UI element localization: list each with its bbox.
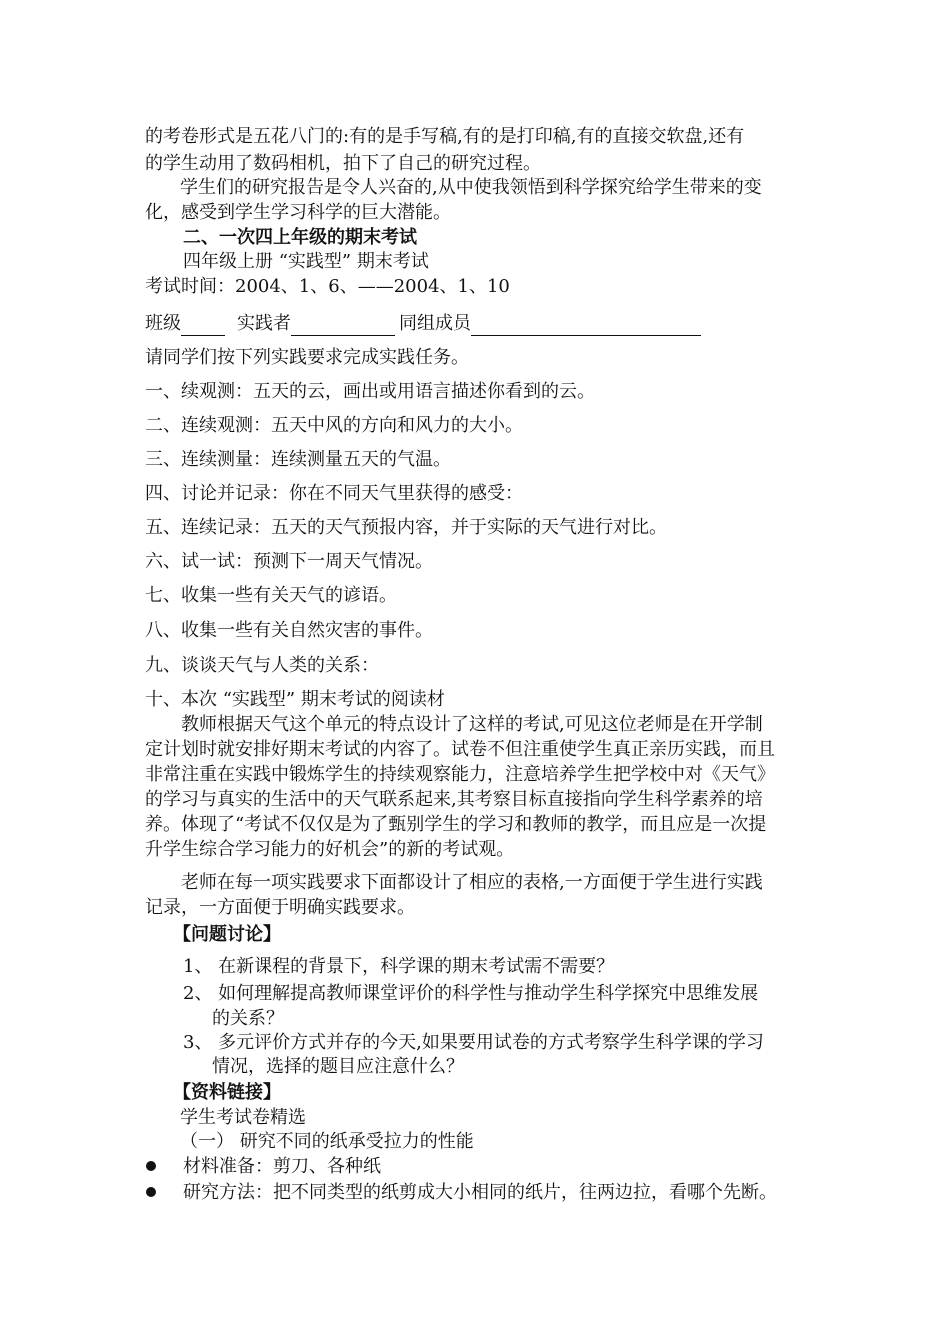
intro-paragraph-2-line-1: 学生们的研究报告是令人兴奋的,从中使我领悟到科学探究给学生带来的变 (180, 177, 762, 198)
instruction: 请同学们按下列实践要求完成实践任务。 (145, 347, 469, 368)
commentary-2-line-1: 老师在每一项实践要求下面都设计了相应的表格,一方面便于学生进行实践 (181, 872, 763, 893)
practitioner-label: 实践者 (237, 313, 291, 334)
group-members-blank (471, 315, 701, 336)
discussion-question-1: 1、 在新课程的背景下，科学课的期末考试需不需要？ (183, 956, 615, 977)
discussion-question-2-line-2: 的关系？ (212, 1008, 284, 1029)
resource-links-heading: 【资料链接】 (173, 1082, 281, 1103)
commentary-line-6: 升学生综合学习能力的好机会”的新的考试观。 (145, 839, 515, 860)
task-item-8: 八、收集一些有关自然灾害的事件。 (145, 620, 433, 641)
class-label: 班级 (145, 313, 181, 334)
discussion-question-3-line-2: 情况，选择的题目应注意什么？ (212, 1056, 464, 1077)
exam-time: 考试时间：2004、1、6、——2004、1、10 (145, 276, 510, 297)
commentary-line-2: 定计划时就安排好期末考试的内容了。试卷不但注重使学生真正亲历实践，而且 (145, 739, 775, 760)
student-info-line (145, 312, 825, 336)
task-item-3: 三、连续测量：连续测量五天的气温。 (145, 449, 451, 470)
task-item-2: 二、连续观测：五天中风的方向和风力的大小。 (145, 415, 523, 436)
commentary-line-4: 的学习与真实的生活中的天气联系起来,其考察目标直接指向学生科学素养的培 (145, 789, 763, 810)
section-heading: 二、一次四上年级的期末考试 (183, 227, 417, 248)
commentary-2-line-2: 记录，一方面便于明确实践要求。 (145, 897, 415, 918)
task-item-4: 四、讨论并记录：你在不同天气里获得的感受： (145, 483, 523, 504)
group-members-label: 同组成员 (399, 313, 471, 334)
bullet-item-materials: 材料准备：剪刀、各种纸 (183, 1156, 381, 1177)
commentary-line-3: 非常注重在实践中锻炼学生的持续观察能力，注意培养学生把学校中对《天气》 (145, 764, 775, 785)
discussion-question-3-line-1: 3、 多元评价方式并存的今天,如果要用试卷的方式考察学生科学课的学习 (183, 1032, 764, 1053)
task-item-5: 五、连续记录：五天的天气预报内容，并于实际的天气进行对比。 (145, 517, 667, 538)
task-item-10: 十、本次 “实践型” 期末考试的阅读材 (145, 689, 445, 710)
discussion-question-2-line-1: 2、 如何理解提高教师课堂评价的科学性与推动学生科学探究中思维发展 (183, 983, 759, 1004)
exam-title: 四年级上册 “实践型” 期末考试 (183, 251, 429, 272)
task-item-9: 九、谈谈天气与人类的关系： (145, 655, 379, 676)
practitioner-blank (291, 315, 395, 336)
bullet-icon (146, 1161, 156, 1171)
task-item-6: 六、试一试：预测下一周天气情况。 (145, 551, 433, 572)
discussion-heading: 【问题讨论】 (173, 924, 281, 945)
resource-subtitle: 学生考试卷精选 (180, 1107, 306, 1128)
intro-paragraph-2-line-2: 化，感受到学生学习科学的巨大潜能。 (145, 202, 451, 223)
commentary-line-5: 养。体现了“考试不仅仅是为了甄别学生的学习和教师的教学，而且应是一次提 (145, 814, 767, 835)
class-blank (181, 315, 225, 336)
task-item-7: 七、收集一些有关天气的谚语。 (145, 585, 397, 606)
resource-part-title: （一） 研究不同的纸承受拉力的性能 (180, 1131, 474, 1152)
bullet-item-method: 研究方法：把不同类型的纸剪成大小相同的纸片，往两边拉，看哪个先断。 (183, 1182, 777, 1203)
task-item-1: 一、续观测：五天的云，画出或用语言描述你看到的云。 (145, 381, 595, 402)
intro-paragraph-1-line-1: 的考卷形式是五花八门的:有的是手写稿,有的是打印稿,有的直接交软盘,还有 (145, 126, 745, 147)
bullet-icon (146, 1187, 156, 1197)
commentary-line-1: 教师根据天气这个单元的特点设计了这样的考试,可见这位老师是在开学制 (181, 714, 763, 735)
intro-paragraph-1-line-2: 的学生动用了数码相机，拍下了自己的研究过程。 (145, 153, 541, 174)
